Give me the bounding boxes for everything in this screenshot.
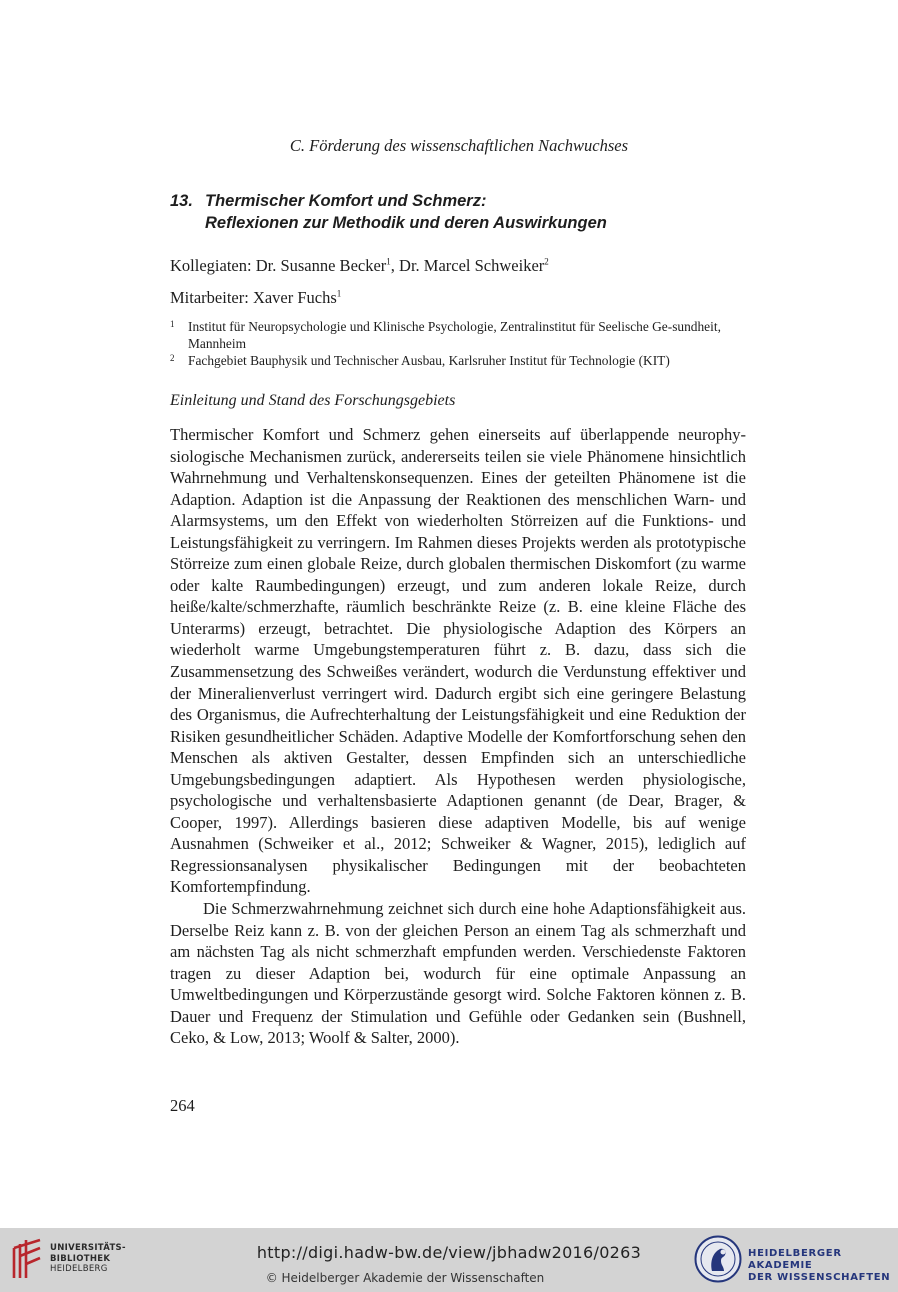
affiliation-note [170,318,746,352]
kollegiaten-label: Kollegiaten: [170,256,256,275]
viewer-footer [0,1228,898,1292]
kollegiaten-line [170,256,549,276]
section-title: Einleitung und Stand des Forschungsgebiets [170,392,456,409]
chapter-title-line1: Thermischer Komfort und Schmerz: [205,192,487,210]
chapter-heading [170,190,770,234]
body-text [170,424,746,1049]
ub-line3: HEIDELBERG [50,1264,108,1274]
kollegiat-1: Dr. Susanne Becker [255,256,387,275]
affiliation-note [170,352,746,369]
paragraph-2: Die Schmerzwahrnehmung zeichnet sich durch eine hohe Adaptionsfähigkeit aus. Derselbe Reiz kann z. B. von der gleichen Person an einem Tag als schmerzhaft und am nächsten Tag als nicht schmerzhaft empfunden werden. Verschiedenste Faktoren tragen zu dieser Adaption bei, wodurch für eine optimale Anpassung an Umweltbedingungen und Körperzustände gesorgt wird. Solche Faktoren können z. B. Dauer und Frequenz der Stimulation und Gefühle oder Gedanken sein (Bushnell, Ceko, & Low, 2013; Woolf & Salter, 2000). [170,899,746,1048]
note-mark: 1 [170,319,175,329]
mitarbeiter-1: Xaver Fuchs [252,288,337,307]
mitarbeiter-line [170,288,341,308]
chapter-title-line2: Reflexionen zur Methodik und deren Auswirkungen [205,214,607,232]
running-head: C. Förderung des wissenschaftlichen Nachwuchses [289,136,628,155]
kollegiat-2: Dr. Marcel Schweiker [399,256,545,275]
affiliation-notes [170,318,746,369]
chapter-number: 13. [170,192,193,210]
note-text: Institut für Neuropsychologie und Klinische Psychologie, Zentralinstitut für Seelische Ge-sundheit, Mannheim [188,319,721,351]
hadw-line2: DER WISSENSCHAFTEN [748,1272,891,1283]
permalink-url[interactable]: http://digi.hadw-bw.de/view/jbhadw2016/0263 [256,1243,642,1262]
kollegiat-2-mark: 2 [544,256,549,267]
copyright-notice: © Heidelberger Akademie der Wissenschaften [265,1271,545,1285]
note-text: Fachgebiet Bauphysik und Technischer Ausbau, Karlsruher Institut für Technologie (KIT) [188,353,670,368]
page-number: 264 [170,1096,195,1115]
ub-line1: UNIVERSITÄTS- [50,1243,126,1253]
kollegiat-separator: , [390,256,400,275]
hadw-line1: HEIDELBERGER AKADEMIE [748,1248,842,1271]
mitarbeiter-label: Mitarbeiter: [170,288,253,307]
hadw-seal-logo-icon[interactable] [694,1235,742,1283]
note-mark: 2 [170,353,175,363]
ub-line2: BIBLIOTHEK [50,1253,111,1264]
hadw-wordmark[interactable] [748,1248,898,1284]
paragraph-1: Thermischer Komfort und Schmerz gehen einerseits auf überlappende neurophysiologische Mechanismen zurück, andererseits teilen sie viele Phänomene hinsichtlich Wahrnehmung und Verhaltenskonsequenzen. Eines der geteilten Phänomene ist die Adaption. Adaption ist die Anpassung der Reaktionen des menschlichen Warn- und Alarmsystems, um den Effekt von wiederholten Störreizen auf die Funktions- und Leistungsfähigkeit zu verringern. Im Rahmen dieses Projekts werden als prototypische Störreize zum einen globale Reize, durch globalen thermischen Diskomfort (zu warme oder kalte Raumbedingungen) erzeugt, und zum anderen lokale Reize, durch heiße/kalte/schmerzhafte, räumlich beschränkte Reize (z. B. eine kleine Fläche des Unterarms) erzeugt, betrachtet. Die physiologische Adaption des Körpers an wiederholt warme Umgebungstemperaturen führt z. B. dazu, dass sich die Zusammensetzung des Schweißes verändert, wodurch die Verdunstung effektiver und der Mineralienverlust verringert wird. Dadurch ergibt sich eine geringere Belastung des Organismus, die Aufrechterhaltung der Leistungsfähigkeit und eine Reduktion der Risiken gesundheitlicher Schäden. Adaptive Modelle der Komfortforschung sehen den Menschen als aktiven Gestalter, dessen Empfinden sich an unterschiedliche Umgebungsbedingungen adaptiert. Als Hypothesen werden physiologische, psychologische und verhaltensbasierte Adaptionen genannt (de Dear, Brager, & Cooper, 1997). Allerdings basieren diese adaptiven Modelle, bis auf wenige Ausnahmen (Schweiker et al., 2012; Schweiker & Wagner, 2015), lediglich auf Regressionsanalysen physikalischer Bedingungen mit der beobachteten Komfortempfindung. [170,425,746,897]
kollegiat-1-mark: 1 [386,256,391,267]
mitarbeiter-1-mark: 1 [336,288,342,299]
